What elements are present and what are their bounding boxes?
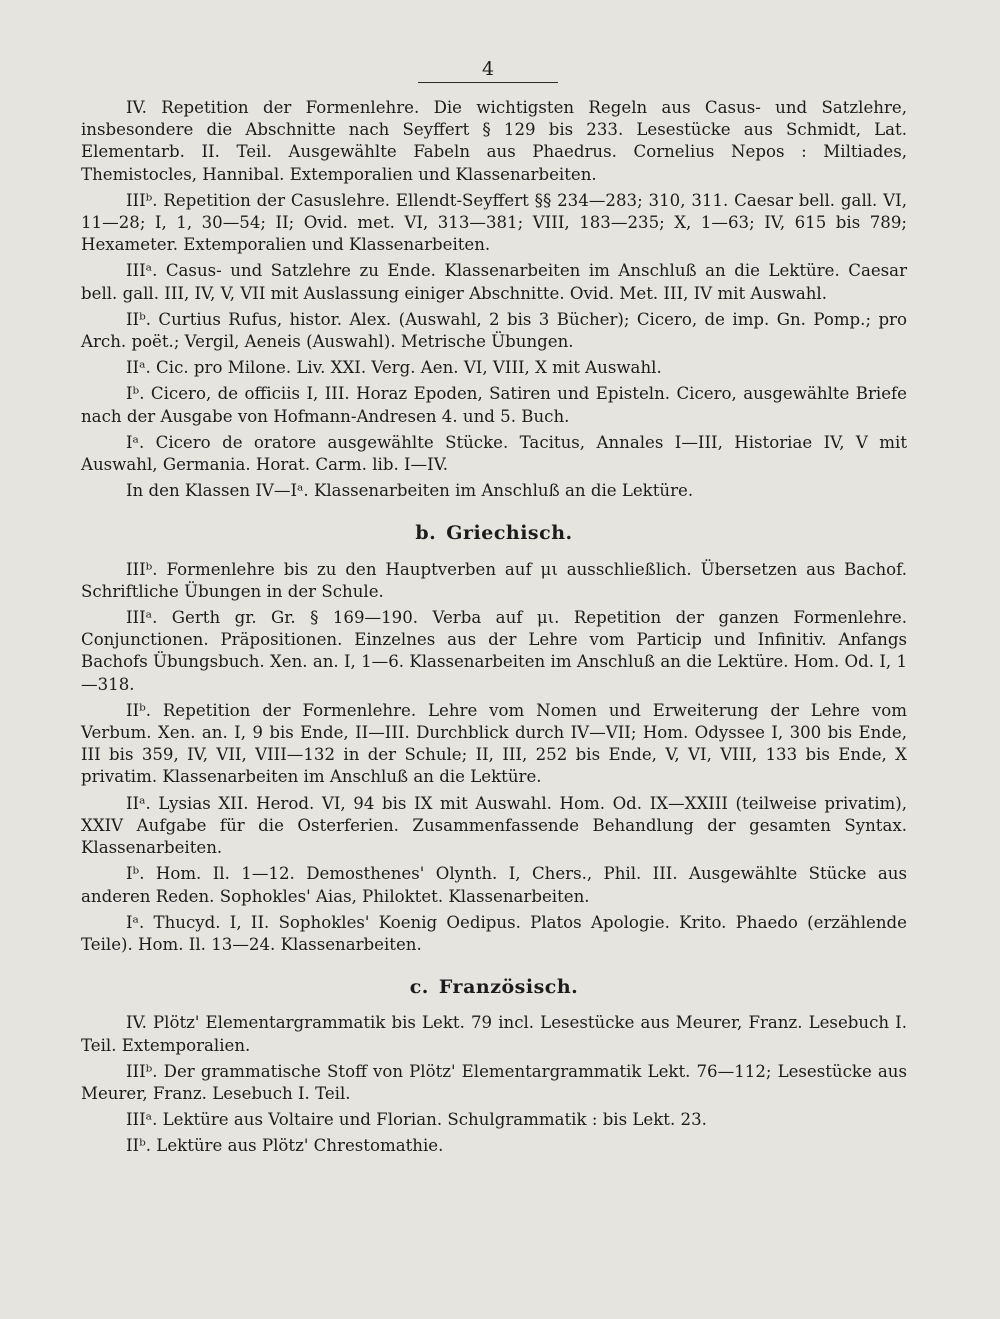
french-paragraph: IIIᵃ. Lektüre aus Voltaire und Florian. Schulgrammatik : bis Lekt. 23.	[126, 1110, 707, 1130]
french-paragraph: IIIᵇ. Der grammatische Stoff von Plötz' Elementargrammatik Lekt. 76—112; Lesestücke aus Meurer, Franz. Lesebuch I. Teil.	[81, 1061, 907, 1103]
latin-paragraph: Iᵃ. Cicero de oratore ausgewählte Stücke. Tacitus, Annales I—III, Historiae IV, V mit Auswahl, Germania. Horat. Carm. lib. I—IV.	[81, 432, 907, 475]
latin-paragraph: IV. Repetition der Formenlehre. Die wichtigsten Regeln aus Casus- und Satzlehre, insbesondere die Abschnitte nach Seyffert § 129 bis 233. Lesestücke aus Schmidt, Lat. Elementarb. II. Teil. Ausgewählte Fabeln aus Phaedrus. Cornelius Nepos : Miltiades, Themistocles, Hannibal. Extemporalien und Klassenarbeiten.	[81, 98, 907, 184]
greek-paragraph: IIIᵃ. Gerth gr. Gr. § 169—190. Verba auf μι. Repetition der ganzen Formenlehre. Conjunctionen. Präpositionen. Einzelnes aus der Lehre vom Particip und Infinitiv. Anfangs Bachofs Übungsbuch. Xen. an. I, 1—6. Klassenarbeiten im Anschluß an die Lektüre. Hom. Od. I, 1—318.	[81, 608, 907, 694]
french-paragraph: IV. Plötz' Elementargrammatik bis Lekt. 79 incl. Lesestücke aus Meurer, Franz. Lesebuch I. Teil. Extemporalien.	[81, 1013, 907, 1055]
page-header	[418, 58, 558, 83]
section-title: Französisch.	[438, 976, 579, 999]
page-number: 4	[481, 58, 495, 80]
greek-paragraph: Iᵃ. Thucyd. I, II. Sophokles' Koenig Oedipus. Platos Apologie. Krito. Phaedo (erzählende Teile). Hom. Il. 13—24. Klassenarbeiten.	[81, 912, 907, 954]
header-rule	[418, 82, 558, 83]
latin-paragraph: IIIᵇ. Repetition der Casuslehre. Ellendt-Seyffert §§ 234—283; 310, 311. Caesar bell. gall. VI, 11—28; I, 1, 30—54; II; Ovid. met. VI, 313—381; VIII, 183—235; X, 1—63; IV, 615 bis 789; Hexameter. Extemporalien und Klassenarbeiten.	[81, 190, 907, 255]
latin-paragraph: IIᵇ. Curtius Rufus, histor. Alex. (Auswahl, 2 bis 3 Bücher); Cicero, de imp. Gn. Pomp.; pro Arch. poët.; Vergil, Aeneis (Auswahl). Metrische Übungen.	[81, 309, 907, 352]
section-letter: c.	[409, 976, 429, 999]
section-heading-french	[81, 976, 907, 998]
latin-paragraph: Iᵇ. Cicero, de officiis I, III. Horaz Epoden, Satiren und Episteln. Cicero, ausgewählte Briefe nach der Ausgabe von Hofmann-Andresen 4. und 5. Buch.	[81, 384, 907, 426]
greek-paragraph: Iᵇ. Hom. Il. 1—12. Demosthenes' Olynth. I, Chers., Phil. III. Ausgewählte Stücke aus anderen Reden. Sophokles' Aias, Philoktet. Klassenarbeiten.	[81, 864, 907, 906]
page-body	[81, 97, 907, 1162]
section-title: Griechisch.	[446, 522, 573, 545]
section-letter: b.	[415, 522, 437, 545]
section-heading-greek	[81, 522, 907, 544]
greek-paragraph: IIᵃ. Lysias XII. Herod. VI, 94 bis IX mit Auswahl. Hom. Od. IX—XXIII (teilweise privatim), XXIV Aufgabe für die Osterferien. Zusammenfassende Behandlung der gesamten Syntax. Klassenarbeiten.	[81, 793, 907, 858]
greek-paragraph: IIᵇ. Repetition der Formenlehre. Lehre vom Nomen und Erweiterung der Lehre vom Verbum. Xen. an. I, 9 bis Ende, II—III. Durchblick durch IV—VII; Hom. Odyssee I, 300 bis Ende, III bis 359, IV, VII, VIII—132 in der Schule; II, III, 252 bis Ende, V, VI, VIII, 133 bis Ende, X privatim. Klassenarbeiten im Anschluß an die Lektüre.	[81, 700, 907, 787]
greek-paragraph: IIIᵇ. Formenlehre bis zu den Hauptverben auf μι ausschließlich. Übersetzen aus Bachof. Schriftliche Übungen in der Schule.	[81, 559, 907, 601]
latin-paragraph: IIᵃ. Cic. pro Milone. Liv. XXI. Verg. Aen. VI, VIII, X mit Auswahl.	[126, 358, 662, 378]
latin-paragraph: IIIᵃ. Casus- und Satzlehre zu Ende. Klassenarbeiten im Anschluß an die Lektüre. Caesar bell. gall. III, IV, V, VII mit Auslassung einiger Abschnitte. Ovid. Met. III, IV mit Auswahl.	[81, 261, 907, 303]
latin-paragraph: In den Klassen IV—Iᵃ. Klassenarbeiten im Anschluß an die Lektüre.	[126, 481, 694, 501]
french-paragraph: IIᵇ. Lektüre aus Plötz' Chrestomathie.	[126, 1136, 444, 1156]
